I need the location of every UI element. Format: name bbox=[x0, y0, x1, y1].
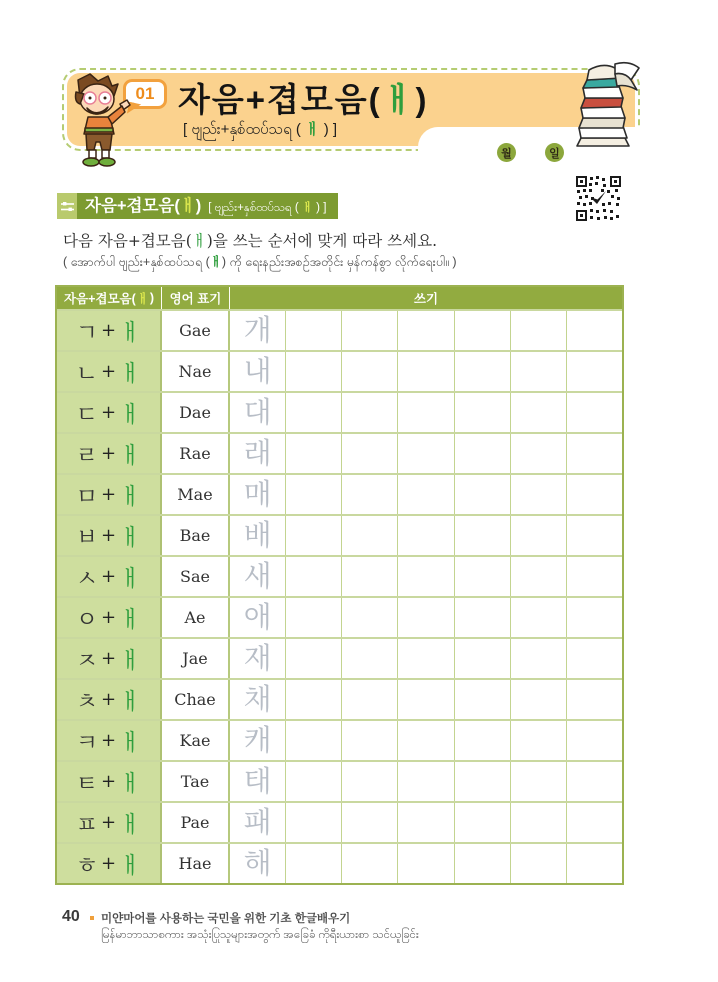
writing-cell[interactable] bbox=[398, 762, 454, 801]
english-romanization-cell: Hae bbox=[162, 844, 230, 883]
trace-character: 개 bbox=[243, 313, 272, 347]
syllable-formula-cell bbox=[57, 475, 162, 514]
subtitle-vowel: ㅐ bbox=[305, 121, 320, 138]
english-romanization-cell: Bae bbox=[162, 516, 230, 555]
writing-cells bbox=[230, 721, 622, 760]
writing-cell[interactable] bbox=[567, 844, 622, 883]
vowel: ㅐ bbox=[119, 443, 142, 469]
syllable-formula-cell bbox=[57, 557, 162, 596]
writing-cell[interactable] bbox=[455, 352, 511, 391]
vowel: ㅐ bbox=[119, 771, 142, 797]
writing-cell[interactable] bbox=[567, 639, 622, 678]
writing-cell[interactable] bbox=[511, 557, 567, 596]
consonant: ㄱ bbox=[75, 320, 98, 346]
trace-cell bbox=[230, 434, 286, 473]
writing-cells bbox=[230, 475, 622, 514]
vowel: ㅐ bbox=[119, 525, 142, 551]
writing-cell[interactable] bbox=[342, 639, 398, 678]
vowel: ㅐ bbox=[119, 320, 142, 346]
syllable-formula-cell bbox=[57, 680, 162, 719]
vowel: ㅐ bbox=[119, 689, 142, 715]
syllable-formula-cell bbox=[57, 352, 162, 391]
column-header-english: 영어 표기 bbox=[162, 287, 230, 309]
trace-character: 내 bbox=[243, 354, 272, 388]
vowel: ㅐ bbox=[119, 607, 142, 633]
writing-cell[interactable] bbox=[286, 475, 342, 514]
footer-bullet-icon bbox=[90, 916, 94, 920]
plus-sign: + bbox=[100, 566, 117, 587]
table-row bbox=[57, 760, 622, 801]
syllable-formula-cell bbox=[57, 803, 162, 842]
writing-cell[interactable] bbox=[511, 434, 567, 473]
writing-cell[interactable] bbox=[286, 352, 342, 391]
english-romanization-cell: Pae bbox=[162, 803, 230, 842]
table-row bbox=[57, 719, 622, 760]
writing-cell[interactable] bbox=[511, 598, 567, 637]
trace-character: 해 bbox=[243, 846, 272, 880]
syllable-formula-cell bbox=[57, 434, 162, 473]
writing-cell[interactable] bbox=[398, 352, 454, 391]
plus-sign: + bbox=[100, 402, 117, 423]
writing-cell[interactable] bbox=[342, 844, 398, 883]
writing-cell[interactable] bbox=[511, 311, 567, 350]
english-romanization-cell: Ae bbox=[162, 598, 230, 637]
writing-cell[interactable] bbox=[286, 639, 342, 678]
consonant: ㅎ bbox=[75, 853, 98, 879]
writing-cell[interactable] bbox=[511, 803, 567, 842]
consonant: ㄴ bbox=[75, 361, 98, 387]
trace-cell bbox=[230, 516, 286, 555]
writing-cells bbox=[230, 803, 622, 842]
plus-sign: + bbox=[100, 361, 117, 382]
table-row bbox=[57, 309, 622, 350]
table-row bbox=[57, 473, 622, 514]
writing-cell[interactable] bbox=[455, 434, 511, 473]
writing-cell[interactable] bbox=[342, 475, 398, 514]
trace-cell bbox=[230, 393, 286, 432]
table-row bbox=[57, 555, 622, 596]
plus-sign: + bbox=[100, 607, 117, 628]
qr-code bbox=[575, 175, 622, 222]
writing-cells bbox=[230, 434, 622, 473]
sliders-icon bbox=[57, 193, 77, 219]
table-row bbox=[57, 596, 622, 637]
writing-cell[interactable] bbox=[455, 680, 511, 719]
writing-cell[interactable] bbox=[398, 721, 454, 760]
writing-cell[interactable] bbox=[511, 352, 567, 391]
writing-cells bbox=[230, 639, 622, 678]
writing-cell[interactable] bbox=[398, 393, 454, 432]
writing-cell[interactable] bbox=[398, 803, 454, 842]
writing-cell[interactable] bbox=[342, 516, 398, 555]
writing-cells bbox=[230, 352, 622, 391]
writing-cell[interactable] bbox=[342, 803, 398, 842]
writing-cell[interactable] bbox=[342, 352, 398, 391]
writing-cell[interactable] bbox=[511, 475, 567, 514]
writing-cell[interactable] bbox=[455, 844, 511, 883]
writing-cell[interactable] bbox=[398, 516, 454, 555]
writing-cell[interactable] bbox=[567, 680, 622, 719]
writing-cell[interactable] bbox=[286, 311, 342, 350]
writing-cell[interactable] bbox=[567, 393, 622, 432]
page-subtitle-burmese: [ ဗျည်း+နှစ်ထပ်သရ ( ㅐ ) ] bbox=[183, 121, 338, 138]
writing-cells bbox=[230, 393, 622, 432]
table-row bbox=[57, 801, 622, 842]
table-row bbox=[57, 514, 622, 555]
vowel: ㅐ bbox=[119, 361, 142, 387]
english-romanization-cell: Gae bbox=[162, 311, 230, 350]
footer-title-burmese: မြန်မာဘာသာစကား အသုံးပြုသူများအတွက် အခြေခံ ကိုရီးယားစာ သင်ယူခြင်း bbox=[101, 929, 419, 941]
trace-cell bbox=[230, 762, 286, 801]
instruction-burmese: ( အောက်ပါ ဗျည်း+နှစ်ထပ်သရ (ㅐ) ကို ရေးနည်းအစဉ်အတိုင်း မှန်ကန်စွာ လိုက်ရေးပါ။ ) bbox=[63, 255, 457, 269]
consonant: ㅋ bbox=[75, 730, 98, 756]
section-title-burmese: [ ဗျည်း+နှစ်ထပ်သရ ( ㅐ ) ] bbox=[208, 202, 327, 214]
english-romanization-cell: Jae bbox=[162, 639, 230, 678]
table-body bbox=[57, 309, 622, 883]
table-header-row bbox=[57, 287, 622, 309]
trace-character: 매 bbox=[243, 477, 272, 511]
writing-cells bbox=[230, 557, 622, 596]
consonant: ㅇ bbox=[75, 607, 98, 633]
consonant: ㄷ bbox=[75, 402, 98, 428]
trace-cell bbox=[230, 844, 286, 883]
vowel: ㅐ bbox=[119, 648, 142, 674]
writing-cell[interactable] bbox=[342, 680, 398, 719]
english-romanization-cell: Tae bbox=[162, 762, 230, 801]
writing-cell[interactable] bbox=[511, 721, 567, 760]
writing-cell[interactable] bbox=[511, 639, 567, 678]
table-row bbox=[57, 391, 622, 432]
consonant: ㄹ bbox=[75, 443, 98, 469]
trace-cell bbox=[230, 803, 286, 842]
trace-cell bbox=[230, 352, 286, 391]
writing-cell[interactable] bbox=[455, 639, 511, 678]
trace-cell bbox=[230, 598, 286, 637]
syllable-formula-cell bbox=[57, 639, 162, 678]
consonant: ㅍ bbox=[75, 812, 98, 838]
writing-cell[interactable] bbox=[286, 557, 342, 596]
trace-character: 애 bbox=[243, 600, 272, 634]
consonant: ㅊ bbox=[75, 689, 98, 715]
writing-cells bbox=[230, 762, 622, 801]
vowel: ㅐ bbox=[119, 484, 142, 510]
trace-character: 캐 bbox=[243, 723, 272, 757]
trace-character: 재 bbox=[243, 641, 272, 675]
syllable-formula-cell bbox=[57, 721, 162, 760]
table-row bbox=[57, 842, 622, 883]
practice-table bbox=[55, 285, 624, 885]
writing-cell[interactable] bbox=[455, 393, 511, 432]
title-vowel: ㅐ bbox=[381, 81, 416, 118]
english-romanization-cell: Chae bbox=[162, 680, 230, 719]
plus-sign: + bbox=[100, 484, 117, 505]
trace-character: 대 bbox=[243, 395, 272, 429]
section-title-bar bbox=[77, 193, 338, 219]
table-row bbox=[57, 432, 622, 473]
writing-cell[interactable] bbox=[286, 803, 342, 842]
writing-cell[interactable] bbox=[567, 352, 622, 391]
writing-cell[interactable] bbox=[511, 516, 567, 555]
syllable-formula-cell bbox=[57, 762, 162, 801]
writing-cell[interactable] bbox=[567, 557, 622, 596]
writing-cells bbox=[230, 516, 622, 555]
writing-cell[interactable] bbox=[398, 639, 454, 678]
cartoon-boy-illustration bbox=[60, 72, 140, 172]
writing-cell[interactable] bbox=[455, 516, 511, 555]
instruction-korean: 다음 자음+겹모음(ㅐ)을 쓰는 순서에 맞게 따라 쓰세요. bbox=[63, 232, 438, 250]
writing-cell[interactable] bbox=[455, 311, 511, 350]
syllable-formula-cell bbox=[57, 393, 162, 432]
trace-cell bbox=[230, 680, 286, 719]
syllable-formula-cell bbox=[57, 844, 162, 883]
writing-cell[interactable] bbox=[286, 844, 342, 883]
consonant: ㅈ bbox=[75, 648, 98, 674]
trace-cell bbox=[230, 639, 286, 678]
table-row bbox=[57, 678, 622, 719]
writing-cell[interactable] bbox=[567, 721, 622, 760]
writing-cell[interactable] bbox=[286, 762, 342, 801]
vowel: ㅐ bbox=[119, 730, 142, 756]
day-badge: 일 bbox=[545, 143, 564, 162]
consonant: ㅂ bbox=[75, 525, 98, 551]
writing-cell[interactable] bbox=[567, 434, 622, 473]
column-header-writing: 쓰기 bbox=[413, 292, 439, 306]
writing-cell[interactable] bbox=[342, 721, 398, 760]
trace-character: 채 bbox=[243, 682, 272, 716]
plus-sign: + bbox=[100, 443, 117, 464]
plus-sign: + bbox=[100, 689, 117, 710]
column-header-syllable: 자음+겹모음( ㅐ ) bbox=[57, 287, 162, 309]
writing-cells bbox=[230, 844, 622, 883]
writing-cells bbox=[230, 311, 622, 350]
trace-cell bbox=[230, 721, 286, 760]
vowel: ㅐ bbox=[119, 812, 142, 838]
plus-sign: + bbox=[100, 525, 117, 546]
writing-cell[interactable] bbox=[567, 598, 622, 637]
syllable-formula-cell bbox=[57, 598, 162, 637]
writing-cell[interactable] bbox=[398, 598, 454, 637]
section-header bbox=[57, 193, 338, 219]
writing-cell[interactable] bbox=[286, 434, 342, 473]
plus-sign: + bbox=[100, 648, 117, 669]
writing-cell[interactable] bbox=[398, 311, 454, 350]
plus-sign: + bbox=[100, 320, 117, 341]
page-title: 자음+겹모음(ㅐ) bbox=[178, 81, 429, 118]
consonant: ㅁ bbox=[75, 484, 98, 510]
english-romanization-cell: Kae bbox=[162, 721, 230, 760]
writing-cell[interactable] bbox=[511, 393, 567, 432]
trace-character: 패 bbox=[243, 805, 272, 839]
writing-cell[interactable] bbox=[286, 680, 342, 719]
writing-cell[interactable] bbox=[398, 844, 454, 883]
english-romanization-cell: Mae bbox=[162, 475, 230, 514]
table-row bbox=[57, 350, 622, 391]
writing-cell[interactable] bbox=[398, 557, 454, 596]
trace-character: 태 bbox=[243, 764, 272, 798]
table-row bbox=[57, 637, 622, 678]
writing-cell[interactable] bbox=[567, 475, 622, 514]
writing-cell[interactable] bbox=[286, 598, 342, 637]
writing-cell[interactable] bbox=[567, 516, 622, 555]
writing-cell[interactable] bbox=[455, 762, 511, 801]
trace-character: 래 bbox=[243, 436, 272, 470]
page-number: 40 bbox=[62, 908, 80, 925]
english-romanization-cell: Nae bbox=[162, 352, 230, 391]
writing-cell[interactable] bbox=[567, 762, 622, 801]
syllable-formula-cell bbox=[57, 516, 162, 555]
writing-cell[interactable] bbox=[567, 803, 622, 842]
vowel: ㅐ bbox=[119, 566, 142, 592]
writing-cell[interactable] bbox=[455, 598, 511, 637]
writing-cells bbox=[230, 680, 622, 719]
plus-sign: + bbox=[100, 771, 117, 792]
vowel: ㅐ bbox=[119, 402, 142, 428]
writing-cell[interactable] bbox=[455, 803, 511, 842]
writing-cell[interactable] bbox=[511, 762, 567, 801]
writing-cells bbox=[230, 598, 622, 637]
vowel: ㅐ bbox=[119, 853, 142, 879]
writing-cell[interactable] bbox=[398, 434, 454, 473]
plus-sign: + bbox=[100, 730, 117, 751]
consonant: ㅅ bbox=[75, 566, 98, 592]
book-stack-illustration bbox=[551, 60, 647, 150]
writing-cell[interactable] bbox=[342, 393, 398, 432]
writing-cell[interactable] bbox=[286, 393, 342, 432]
writing-cell[interactable] bbox=[286, 516, 342, 555]
trace-character: 배 bbox=[243, 518, 272, 552]
writing-cell[interactable] bbox=[398, 680, 454, 719]
writing-cell[interactable] bbox=[342, 557, 398, 596]
writing-cell[interactable] bbox=[511, 680, 567, 719]
trace-cell bbox=[230, 475, 286, 514]
english-romanization-cell: Rae bbox=[162, 434, 230, 473]
consonant: ㅌ bbox=[75, 771, 98, 797]
trace-cell bbox=[230, 557, 286, 596]
writing-cell[interactable] bbox=[567, 311, 622, 350]
writing-cell[interactable] bbox=[342, 434, 398, 473]
month-badge: 월 bbox=[497, 143, 516, 162]
writing-cell[interactable] bbox=[511, 844, 567, 883]
plus-sign: + bbox=[100, 853, 117, 874]
writing-cell[interactable] bbox=[342, 762, 398, 801]
lesson-number: 01 bbox=[135, 84, 155, 103]
writing-cell[interactable] bbox=[342, 311, 398, 350]
plus-sign: + bbox=[100, 812, 117, 833]
trace-character: 새 bbox=[243, 559, 272, 593]
writing-cell[interactable] bbox=[455, 557, 511, 596]
writing-cell[interactable] bbox=[455, 721, 511, 760]
writing-cell[interactable] bbox=[398, 475, 454, 514]
trace-cell bbox=[230, 311, 286, 350]
footer-title-korean: 미얀마어를 사용하는 국민을 위한 기초 한글배우기 bbox=[101, 913, 351, 925]
english-romanization-cell: Dae bbox=[162, 393, 230, 432]
writing-cell[interactable] bbox=[455, 475, 511, 514]
syllable-formula-cell bbox=[57, 311, 162, 350]
writing-cell[interactable] bbox=[286, 721, 342, 760]
writing-cell[interactable] bbox=[342, 598, 398, 637]
section-title-korean: 자음+겹모음(ㅐ) bbox=[85, 197, 202, 215]
english-romanization-cell: Sae bbox=[162, 557, 230, 596]
